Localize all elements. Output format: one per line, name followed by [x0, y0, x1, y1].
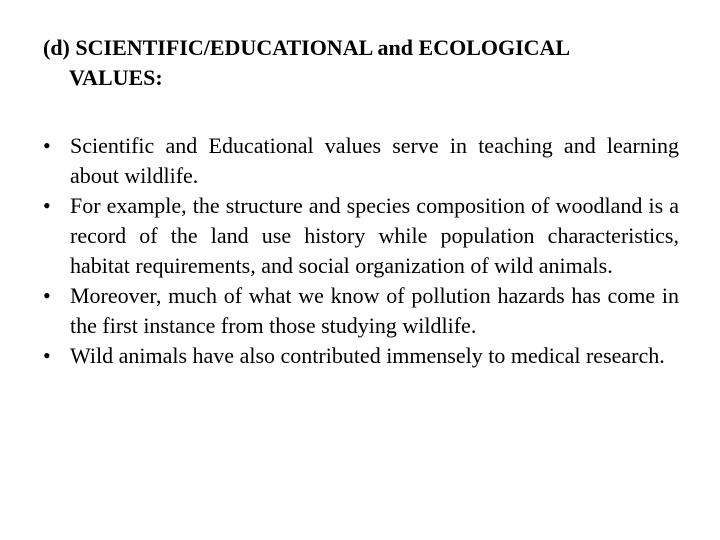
bullet-dot-icon: •	[43, 343, 51, 368]
heading-line-1: (d) SCIENTIFIC/EDUCATIONAL and ECOLOGICAL	[43, 35, 571, 60]
bullet-list	[43, 131, 679, 371]
bullet-dot-icon: •	[43, 283, 51, 308]
bullet-dot-icon: •	[43, 193, 51, 218]
bullet-text: Moreover, much of what we know of pollution hazards has come in the first instance from those studying wildlife.	[70, 283, 679, 338]
bullet-dot-icon: •	[43, 133, 51, 158]
bullet-item	[43, 281, 679, 341]
slide-heading	[43, 33, 683, 93]
bullet-text: For example, the structure and species composition of woodland is a record of the land use history while population characteristics, habitat requirements, and social organization of wild animals.	[70, 193, 679, 278]
bullet-item	[43, 341, 679, 371]
heading-line-2: VALUES:	[69, 65, 163, 90]
bullet-text: Scientific and Educational values serve in teaching and learning about wildlife.	[70, 133, 679, 188]
bullet-item	[43, 131, 679, 191]
bullet-item	[43, 191, 679, 281]
bullet-text: Wild animals have also contributed immensely to medical research.	[70, 343, 665, 368]
